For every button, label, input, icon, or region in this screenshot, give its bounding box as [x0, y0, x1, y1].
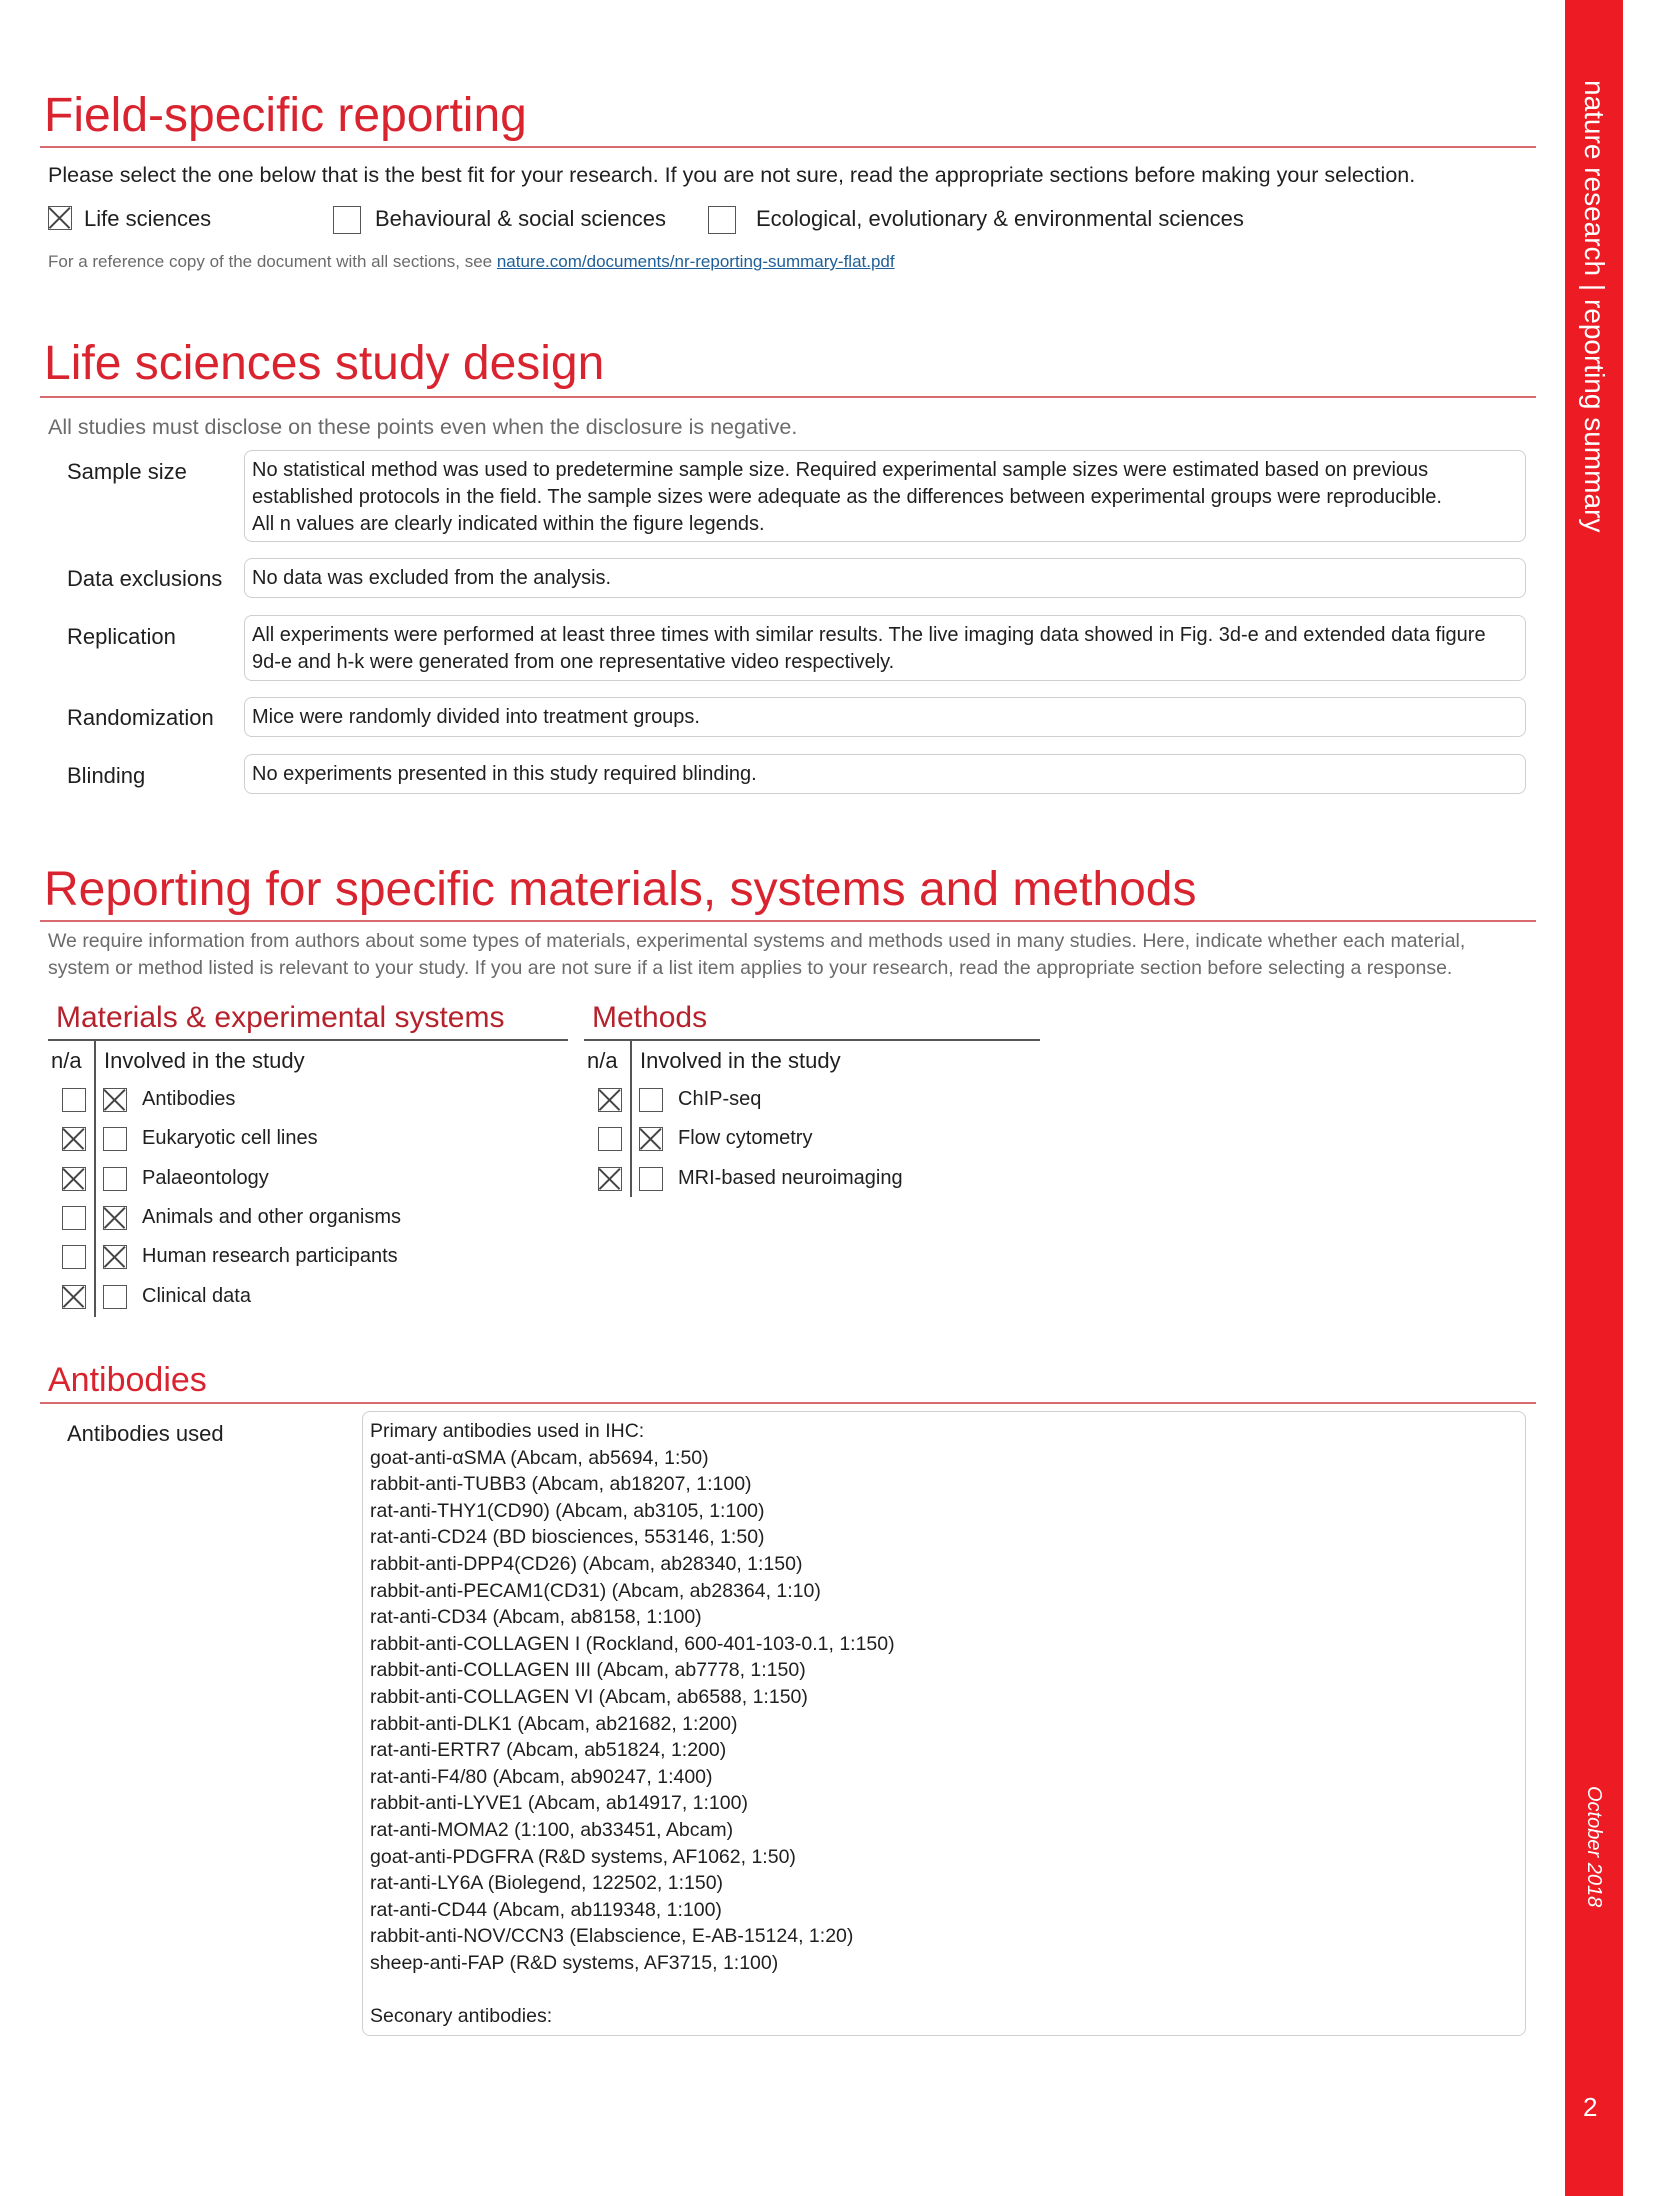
date-vertical: October 2018: [1583, 1786, 1605, 1908]
methods-subtitle: Methods: [592, 1001, 708, 1034]
na-checkbox-checked-icon[interactable]: [598, 1088, 622, 1112]
study-design-intro: All studies must disclose on these points even when the disclosure is negative.: [48, 415, 798, 439]
row-label: Antibodies: [142, 1088, 236, 1110]
na-checkbox-icon[interactable]: [62, 1206, 86, 1230]
na-checkbox-checked-icon[interactable]: [598, 1167, 622, 1191]
label-antibodies-used: Antibodies used: [67, 1421, 224, 1446]
label-blinding: Blinding: [67, 763, 146, 788]
na-checkbox-checked-icon[interactable]: [62, 1127, 86, 1151]
row-label: ChIP-seq: [678, 1088, 762, 1110]
label-sample-size: Sample size: [67, 459, 187, 484]
materials-intro: We require information from authors about some types of materials, experimental systems and methods used in many studies. Here, indicate whether each material, system or method listed is relevant to your study. If you are not sure if a list item applies to your research, read the appropriate section before selecting a response.: [48, 930, 1466, 979]
section-title-field-reporting: Field-specific reporting: [44, 89, 527, 142]
replication-field[interactable]: All experiments were performed at least three times with similar results. The live imaging data showed in Fig. 3d-e and extended data figure 9d-e and h-k were generated from one representative video respectively.: [244, 615, 1526, 681]
section-title-materials: Reporting for specific materials, systems and methods: [44, 863, 1197, 916]
na-checkbox-icon[interactable]: [62, 1088, 86, 1112]
reference-link[interactable]: nature.com/documents/nr-reporting-summary-flat.pdf: [496, 252, 895, 271]
section-title-study-design: Life sciences study design: [44, 337, 605, 390]
na-checkbox-icon[interactable]: [62, 1245, 86, 1269]
row-label: Clinical data: [142, 1285, 251, 1307]
col-na-header: n/a: [51, 1048, 82, 1073]
involved-checkbox-icon[interactable]: [103, 1285, 127, 1309]
option-label: Ecological, evolutionary & environmental sciences: [756, 206, 1244, 231]
involved-checkbox-checked-icon[interactable]: [639, 1127, 663, 1151]
label-replication: Replication: [67, 624, 176, 649]
checkbox-checked-icon[interactable]: [48, 206, 72, 230]
table-column-divider: [94, 1041, 96, 1317]
divider: [40, 920, 1536, 922]
checkbox-icon[interactable]: [333, 206, 361, 234]
sample-size-field[interactable]: No statistical method was used to predetermine sample size. Required experimental sample sizes were estimated based on previous established protocols in the field. The sample sizes were adequate as the differences between experimental groups were reproducible. All n values are clearly indicated within the figure legends.: [244, 450, 1526, 542]
col-involved-header: Involved in the study: [640, 1048, 841, 1073]
na-checkbox-checked-icon[interactable]: [62, 1167, 86, 1191]
randomization-field[interactable]: Mice were randomly divided into treatment groups.: [244, 697, 1526, 737]
table-column-divider: [630, 1041, 632, 1197]
na-checkbox-icon[interactable]: [598, 1127, 622, 1151]
blinding-field[interactable]: No experiments presented in this study required blinding.: [244, 754, 1526, 794]
label-randomization: Randomization: [67, 705, 214, 730]
involved-checkbox-checked-icon[interactable]: [103, 1206, 127, 1230]
row-label: Palaeontology: [142, 1167, 269, 1189]
involved-checkbox-checked-icon[interactable]: [103, 1088, 127, 1112]
divider: [40, 1402, 1536, 1404]
checkbox-icon[interactable]: [708, 206, 736, 234]
col-na-header: n/a: [587, 1048, 618, 1073]
divider: [40, 146, 1536, 148]
table-rule: [584, 1039, 1040, 1041]
label-data-exclusions: Data exclusions: [67, 566, 223, 591]
option-label: Behavioural & social sciences: [375, 206, 667, 231]
reference-prefix: For a reference copy of the document with all sections, see: [48, 252, 497, 271]
option-label: Life sciences: [84, 206, 212, 231]
materials-subtitle: Materials & experimental systems: [56, 1001, 505, 1034]
row-label: Eukaryotic cell lines: [142, 1127, 318, 1149]
na-checkbox-checked-icon[interactable]: [62, 1285, 86, 1309]
row-label: Flow cytometry: [678, 1127, 813, 1149]
field-instruction: Please select the one below that is the best fit for your research. If you are not sure, read the appropriate sections before making your selection.: [48, 163, 1416, 187]
row-label: Human research participants: [142, 1245, 398, 1267]
table-rule: [48, 1039, 568, 1041]
page-number: 2: [1583, 2092, 1598, 2122]
involved-checkbox-icon[interactable]: [103, 1167, 127, 1191]
involved-checkbox-checked-icon[interactable]: [103, 1245, 127, 1269]
reference-note: [48, 248, 895, 275]
antibodies-title: Antibodies: [48, 1361, 207, 1399]
antibodies-used-field[interactable]: Primary antibodies used in IHC: goat-anti-αSMA (Abcam, ab5694, 1:50) rabbit-anti-TUBB3 (Abcam, ab18207, 1:100) rat-anti-THY1(CD90) (Abcam, ab3105, 1:100) rat-anti-CD24 (BD biosciences, 553146, 1:50) rabbit-anti-DPP4(CD26) (Abcam, ab28340, 1:150) rabbit-anti-PECAM1(CD31) (Abcam, ab28364, 1:10) rat-anti-CD34 (Abcam, ab8158, 1:100) rabbit-anti-COLLAGEN I (Rockland, 600-401-103-0.1, 1:150) rabbit-anti-COLLAGEN III (Abcam, ab7778, 1:150) rabbit-anti-COLLAGEN VI (Abcam, ab6588, 1:150) rabbit-anti-DLK1 (Abcam, ab21682, 1:200) rat-anti-ERTR7 (Abcam, ab51824, 1:200) rat-anti-F4/80 (Abcam, ab90247, 1:400) rabbit-anti-LYVE1 (Abcam, ab14917, 1:100) rat-anti-MOMA2 (1:100, ab33451, Abcam) goat-anti-PDGFRA (R&D systems, AF1062, 1:50) rat-anti-LY6A (Biolegend, 122502, 1:150) rat-anti-CD44 (Abcam, ab119348, 1:100) rabbit-anti-NOV/CCN3 (Elabscience, E-AB-15124, 1:20) sheep-anti-FAP (R&D systems, AF3715, 1:100) Seconary antibodies:: [362, 1411, 1526, 2036]
row-label: Animals and other organisms: [142, 1206, 402, 1228]
involved-checkbox-icon[interactable]: [639, 1167, 663, 1191]
divider: [40, 396, 1536, 398]
row-label: MRI-based neuroimaging: [678, 1167, 903, 1189]
involved-checkbox-icon[interactable]: [639, 1088, 663, 1112]
involved-checkbox-icon[interactable]: [103, 1127, 127, 1151]
col-involved-header: Involved in the study: [104, 1048, 305, 1073]
data-exclusions-field[interactable]: No data was excluded from the analysis.: [244, 558, 1526, 598]
brand-vertical: nature research | reporting summary: [1579, 80, 1610, 533]
